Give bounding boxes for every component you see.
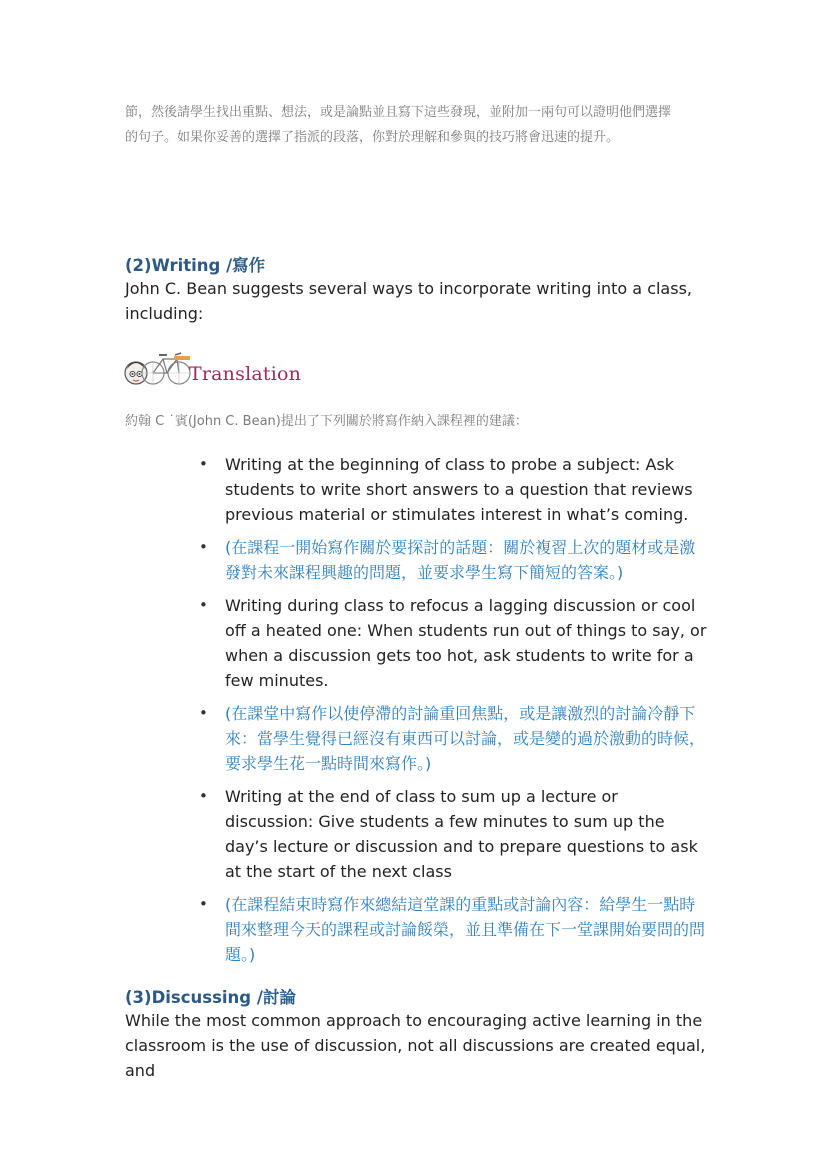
list-item: • Writing at the end of class to sum up a lecture or discussion: Give students a few minutes to sum up the day’s lecture or discussion and to prepare questions to ask at the start of the next class [225, 784, 710, 884]
list-item: • (在課程結束時寫作來總結這堂課的重點或討論內容：給學生一點時間來整理今天的課程或討論餒榮，並且準備在下一堂課開始要問的問題。) [225, 892, 710, 967]
writing-caption-zh: 約翰 C ˙賓(John C. Bean)提出了下列關於將寫作納入課程裡的建議： [125, 414, 528, 429]
section-heading-writing [125, 252, 265, 276]
heading-discussing-en: (3)Discussing / [125, 988, 263, 1007]
intro-line-1: 節，然後請學生找出重點、想法，或是論點並且寫下這些發現，並附加一兩句可以證明他們選擇 [125, 105, 672, 120]
discussing-intro-text: While the most common approach to encouraging active learning in the classroom is the use of discussion, not all discussions are created equal, and [125, 1011, 706, 1080]
intro-line-2: 的句子。如果你妥善的選擇了指派的段落，你對於理解和參與的技巧將會迅速的提升。 [125, 130, 620, 145]
translation-logo-text: Translation [189, 363, 302, 385]
section-heading-discussing [125, 984, 296, 1008]
list-item: • (在課程一開始寫作關於要探討的話題：關於複習上次的題材或是激發對未來課程興趣的問題，並要求學生寫下簡短的答案。) [225, 535, 710, 585]
heading-discussing-zh: 討論 [262, 988, 296, 1007]
list-item: • Writing during class to refocus a lagging discussion or cool off a heated one: When students run out of things to say, or when a discussion gets too hot, ask students to write for a few minutes. [225, 593, 710, 693]
translation-logo [123, 341, 302, 389]
writing-intro-text: John C. Bean suggests several ways to incorporate writing into a class, including: [125, 279, 692, 323]
intro-paragraph [125, 100, 710, 150]
writing-suggestions-list [225, 452, 710, 975]
heading-writing-zh: 寫作 [232, 256, 266, 275]
list-item: • (在課堂中寫作以使停滯的討論重回焦點，或是讓激烈的討論冷靜下來：當學生覺得已經沒有東西可以討論，或是變的過於激動的時候，要求學生花一點時間來寫作。) [225, 701, 710, 776]
heading-writing-en: (2)Writing / [125, 256, 233, 275]
list-item: • Writing at the beginning of class to probe a subject: Ask students to write short answers to a question that reviews previous material or stimulates interest in what’s coming. [225, 452, 710, 527]
